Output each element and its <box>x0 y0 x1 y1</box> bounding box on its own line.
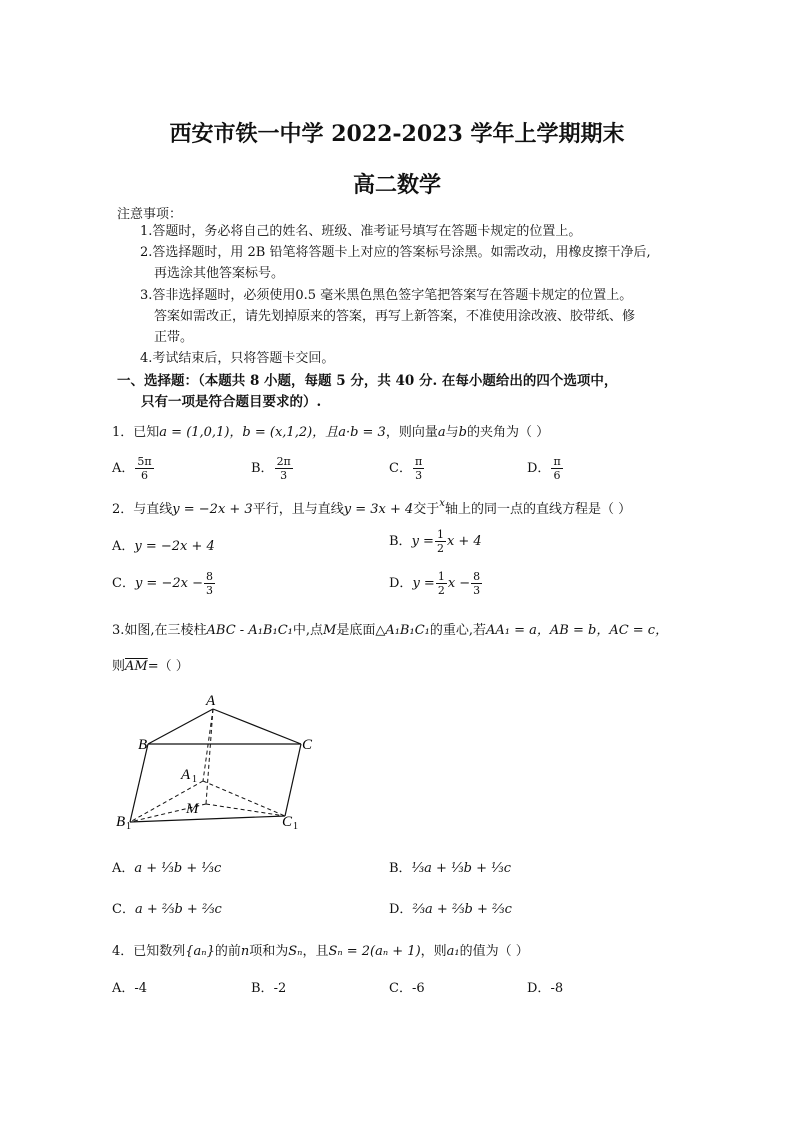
label-m: M <box>186 801 199 817</box>
edge-cc1 <box>285 744 301 816</box>
q2-option-c: C．y = −2x − $\frac{8}{3}$ <box>112 570 213 597</box>
label-b: B <box>138 737 148 753</box>
q2-option-d: D．y = $\frac{1}{2}$ x − $\frac{8}{3}$ <box>389 570 481 597</box>
label-c: C <box>302 737 313 753</box>
note-item: 答案如需改正，请先划掉原来的答案，再写上新答案，不准使用涂改液、胶带纸、修 <box>154 309 636 324</box>
q1-option-b: B． $\frac{2\pi}{3}$ <box>251 455 291 482</box>
label-b1: B <box>116 814 126 830</box>
segment-am <box>206 709 213 804</box>
q1-option-d: D． $\frac{\pi}{6}$ <box>527 455 561 482</box>
question-1: 1．已知a = (1,0,1)，b = (x,1,2)，且a·b = 3，则向量a与b的夹角为（ ） <box>112 425 550 440</box>
edge-a1c1 <box>203 781 285 816</box>
notes-heading: 注意事项： <box>117 207 183 222</box>
segment-mc1 <box>206 804 285 816</box>
label-b1-sub: 1 <box>126 821 131 832</box>
q4-option-b: B．-2 <box>251 981 287 996</box>
note-item: 再选涂其他答案标号。 <box>154 266 285 281</box>
exam-title: 西安市铁一中学 2022-2023 学年上学期期末 <box>169 121 625 147</box>
exam-subject: 高二数学 <box>352 172 441 198</box>
label-a1: A <box>181 767 191 783</box>
q3-option-b: B．⅓a + ⅓b + ⅓c <box>389 861 512 876</box>
q4-option-d: D．-8 <box>527 981 564 996</box>
question-4: 4．已知数列{aₙ}的前n项和为Sₙ，且Sₙ = 2(aₙ + 1)，则a₁的值为（ ） <box>112 944 529 959</box>
label-a: A <box>206 693 216 709</box>
label-c1-sub: 1 <box>293 821 298 832</box>
edge-aa1 <box>203 709 213 781</box>
question-3-cont: 则$\overline{AM}=$（ ） <box>112 659 189 674</box>
q1-option-a: A． $\frac{5\pi}{6}$ <box>112 455 152 482</box>
question-3: 3.如图,在三棱柱ABC - A₁B₁C₁中,点M是底面△A₁B₁C₁的重心,若AA₁ = a，AB = b，AC = c， <box>112 623 669 638</box>
edge-bb1 <box>130 744 148 822</box>
note-item: 3.答非选择题时，必须使用0.5 毫米黑色黑色签字笔把答案写在答题卡规定的位置上。 <box>140 288 633 303</box>
edge-b1c1 <box>130 816 285 822</box>
question-2: 2．与直线y = −2x + 3平行，且与直线y = 3x + 4交于$^x$轴上的同一点的直线方程是（ ） <box>112 498 632 517</box>
prism-figure <box>108 686 328 834</box>
edge-ab <box>148 709 213 744</box>
edge-ac <box>213 709 301 744</box>
section-heading: 一、选择题：（本题共 8 小题，每题 5 分，共 40 分. 在每小题给出的四个选项中， <box>117 373 618 389</box>
q4-option-a: A．-4 <box>112 981 148 996</box>
label-c1: C <box>282 814 293 830</box>
q1-option-c: C． $\frac{\pi}{3}$ <box>389 455 423 482</box>
section-heading-cont: 只有一项是符合题目要求的）. <box>141 394 322 410</box>
label-a1-sub: 1 <box>192 774 197 785</box>
note-item: 4.考试结束后，只将答题卡交回。 <box>140 351 335 366</box>
q3-option-c: C．a + ⅔b + ⅔c <box>112 902 222 917</box>
q3-option-d: D．⅔a + ⅔b + ⅔c <box>389 902 512 917</box>
note-item: 2.答选择题时，用 2B 铅笔将答题卡上对应的答案标号涂黑。如需改动，用橡皮擦干净后, <box>140 245 651 260</box>
q4-option-c: C．-6 <box>389 981 425 996</box>
note-item: 1.答题时，务必将自己的姓名、班级、准考证号填写在答题卡规定的位置上。 <box>140 224 582 239</box>
q2-option-b: B．y = $\frac{1}{2}$ x + 4 <box>389 528 482 555</box>
q3-option-a: A．a + ⅓b + ⅓c <box>112 861 222 876</box>
q2-option-a: A．y = −2x + 4 <box>112 539 215 554</box>
note-item: 正带。 <box>154 330 194 345</box>
